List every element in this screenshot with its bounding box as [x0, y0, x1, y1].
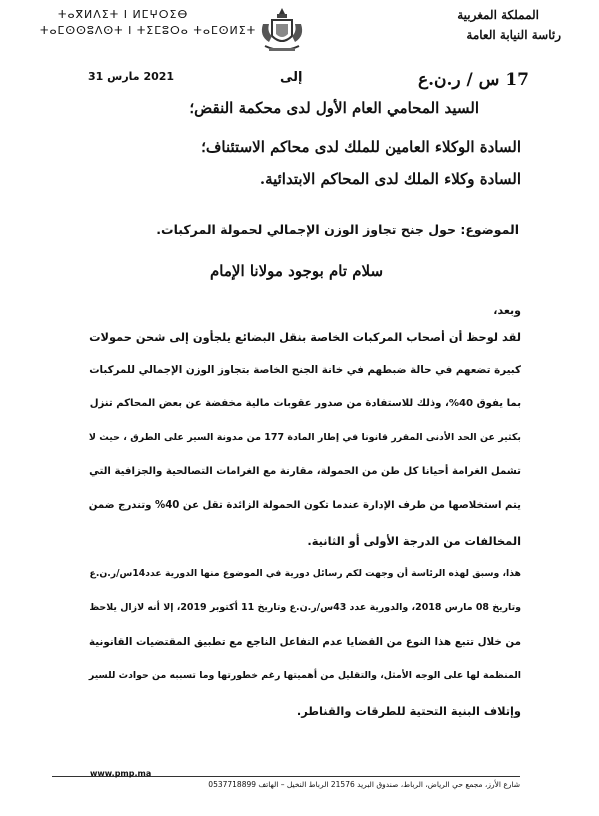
body-line: وإتلاف البنية التحتية للطرقات والقناطر.	[296, 704, 521, 718]
footer	[90, 769, 520, 789]
body-line: يتم استخلاصها من طرف الإدارة عندما تكون الحمولة الزائدة تقل عن 40% وتندرج ضمن	[88, 500, 521, 511]
subject-line	[156, 222, 519, 237]
reference-number: 17 س / ر.ن.ع	[417, 70, 529, 90]
body-line: المخالفات من الدرجة الأولى أو الثانية.	[307, 534, 521, 548]
footer-address: شارع الأرز، مجمع حي الرياض، الرباط، صندوق البريد 21576 الرباط النخيل – الهاتف 0537718899	[208, 780, 520, 789]
body-line: لقد لوحظ أن أصحاب المركبات الخاصة بنقل البضائع يلجأون إلى شحن حمولات	[89, 330, 521, 344]
body-line: تشمل الغرامة أحيانا كل طن من الحمولة، مقارنة مع الغرامات التصالحية والجزافية التي	[89, 466, 521, 477]
body-line: بما يفوق 40%، وذلك للاستفادة من صدور عقوبات مالية مخفضة عن بعض المحاكم تنزل	[89, 398, 521, 409]
header-arabic-line1: المملكة المغربية	[457, 8, 539, 22]
body-line: من خلال تتبع هذا النوع من القضايا عدم التفاعل الناجع مع تطبيق المقتضيات القانونية	[89, 636, 521, 648]
header-arabic-line2: رئاسة النيابة العامة	[466, 28, 561, 42]
addressee-2: السادة الوكلاء العامين للملك لدى محاكم الاستئناف؛	[201, 138, 521, 156]
reference-to-word: إلى	[280, 70, 303, 85]
salutation: وبعد،	[493, 304, 521, 317]
header-tifinagh-line1: ⵜⴰⴳⵍⴷⵉⵜ ⵏ ⵍⵎⵖⵔⵉⴱ	[58, 8, 189, 21]
body-line: هذا، وسبق لهذه الرئاسة أن وجهت لكم رسائل دورية في الموضوع منها الدورية عدد14س/ر.ن.ع	[89, 568, 521, 579]
body-line: المنظمة لها على الوجه الأمثل، والتقليل من أهميتها رغم خطورتها وما تسببه من حوادث للسير	[88, 670, 521, 681]
moroccan-coat-of-arms-icon	[255, 6, 309, 56]
body-line: كبيرة تضعهم في حالة ضبطهم في خانة الجنح الخاصة بتجاوز الوزن الإجمالي للمركبات	[89, 364, 521, 376]
addressee-1: السيد المحامي العام الأول لدى محكمة النقض؛	[189, 99, 479, 117]
body-line: بكثير عن الحد الأدنى المقرر قانونا في إطار المادة 177 من مدونة السير على الطرق ، حيث لا	[88, 432, 521, 443]
greeting: سلام تام بوجود مولانا الإمام	[210, 262, 384, 280]
subject-label: الموضوع:	[460, 222, 519, 237]
header-tifinagh-line2: ⵜⴰⵎⵙⵙⵓⴷⵙⵜ ⵏ ⵜⵉⵎⵓⵔⴰ ⵜⴰⵎⵙⵍⵉⵜ	[40, 24, 257, 37]
letter-date: 2021 مارس 31	[88, 70, 175, 83]
addressee-3: السادة وكلاء الملك لدى المحاكم الابتدائية.	[259, 170, 521, 188]
footer-website: www.pmp.ma	[90, 769, 152, 778]
body-line: وتاريخ 08 مارس 2018، والدورية عدد 43س/ر.ن.ع وتاريخ 11 أكتوبر 2019، إلا أنه لازال يلاحظ	[89, 602, 521, 613]
subject-text: حول جنح تجاوز الوزن الإجمالي لحمولة المركبات.	[156, 222, 456, 237]
